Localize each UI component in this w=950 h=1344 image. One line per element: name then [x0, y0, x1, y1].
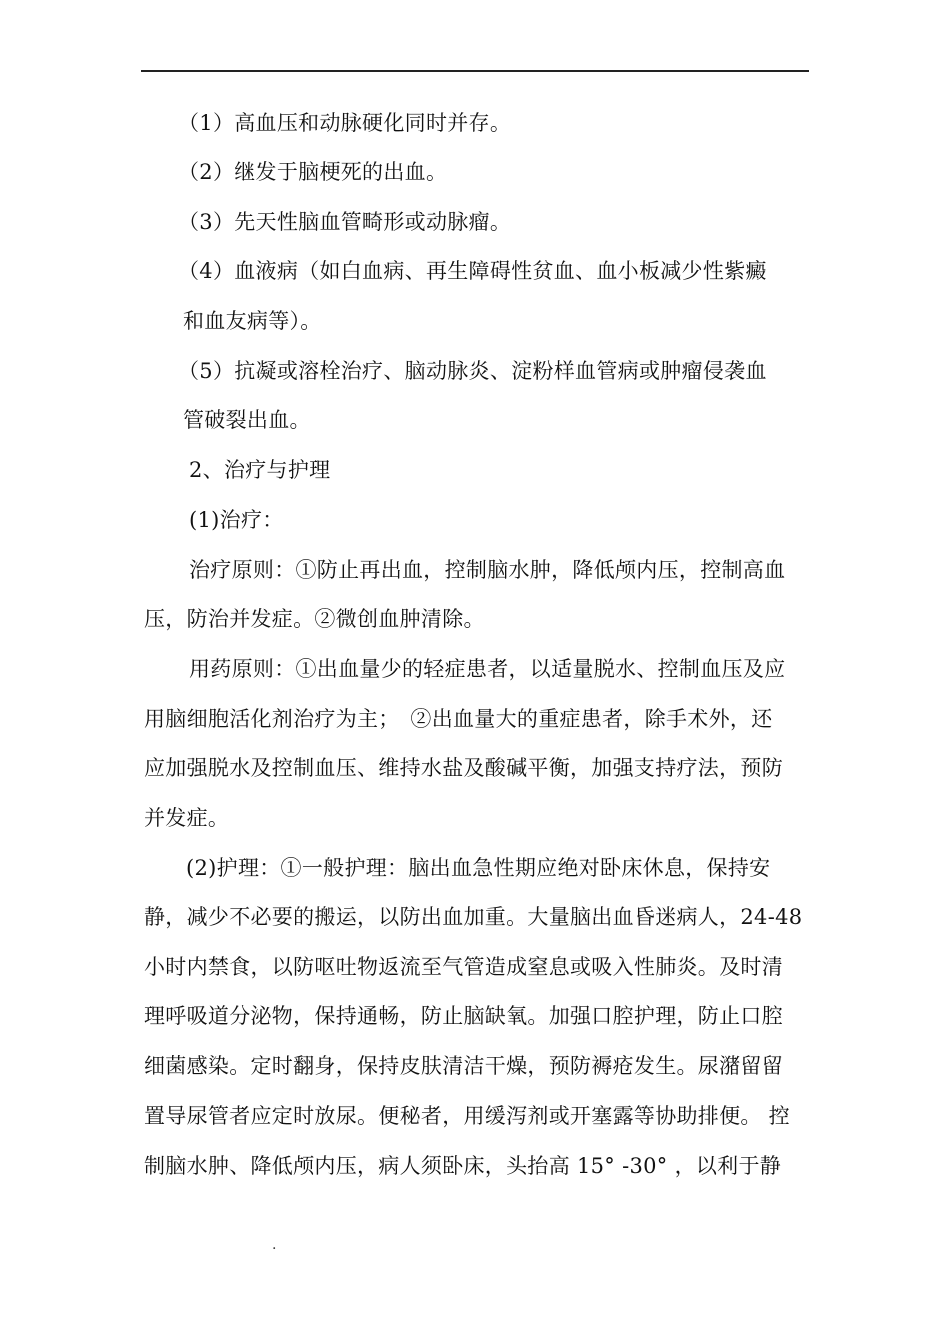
list-item: （5）抗凝或溶栓治疗、脑动脉炎、淀粉样血管病或肿瘤侵袭血	[178, 359, 767, 383]
paragraph-line: (2)护理：①一般护理：脑出血急性期应绝对卧床休息，保持安	[186, 856, 771, 880]
text-line: 管破裂出血。	[183, 408, 311, 432]
text-line: 和血友病等）。	[183, 309, 322, 333]
footer-mark: .	[272, 1237, 277, 1253]
paragraph-line: 理呼吸道分泌物，保持通畅，防止脑缺氧。加强口腔护理，防止口腔	[144, 1004, 783, 1028]
paragraph-line: 压，防治并发症。②微创血肿清除。	[144, 607, 485, 631]
paragraph-line: 用脑细胞活化剂治疗为主； ②出血量大的重症患者，除手术外，还	[144, 707, 773, 731]
list-item: （1）高血压和动脉硬化同时并存。	[178, 111, 512, 135]
list-item: （2）继发于脑梗死的出血。	[178, 160, 448, 184]
paragraph-line: 治疗原则：①防止再出血，控制脑水肿，降低颅内压，控制高血	[189, 558, 786, 582]
paragraph-line: 小时内禁食，以防呕吐物返流至气管造成窒息或吸入性肺炎。及时清	[144, 955, 783, 979]
list-item: （3）先天性脑血管畸形或动脉瘤。	[178, 210, 512, 234]
list-item: （4）血液病（如白血病、再生障碍性贫血、血小板减少性紫癜	[178, 259, 767, 283]
section-heading: 2、治疗与护理	[189, 458, 331, 482]
paragraph-line: 制脑水肿、降低颅内压，病人须卧床，头抬高 15° -30° ，以利于静	[144, 1154, 782, 1178]
paragraph-line: 应加强脱水及控制血压、维持水盐及酸碱平衡，加强支持疗法，预防	[144, 756, 783, 780]
subsection-heading: (1)治疗：	[189, 508, 284, 532]
paragraph-line: 静，减少不必要的搬运，以防出血加重。大量脑出血昏迷病人，24-48	[144, 905, 803, 929]
paragraph-line: 置导尿管者应定时放尿。便秘者，用缓泻剂或开塞露等协助排便。 控	[144, 1104, 790, 1128]
paragraph-line: 并发症。	[144, 806, 230, 830]
header-rule	[141, 70, 809, 72]
paragraph-line: 细菌感染。定时翻身，保持皮肤清洁干燥，预防褥疮发生。尿潴留留	[144, 1054, 783, 1078]
paragraph-line: 用药原则：①出血量少的轻症患者，以适量脱水、控制血压及应	[189, 657, 786, 681]
